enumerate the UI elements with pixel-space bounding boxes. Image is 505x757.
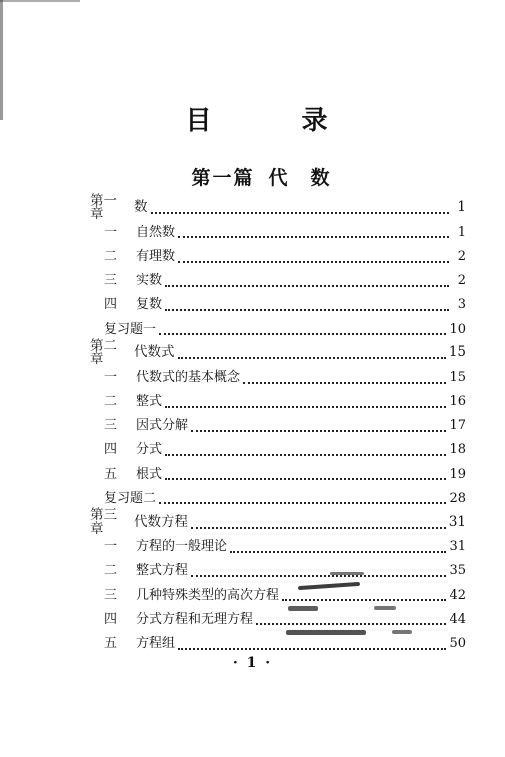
dot-leader <box>165 405 446 408</box>
ink-smudge <box>288 606 318 611</box>
toc-number: 五 <box>104 466 118 482</box>
toc-label: 代数式的基本概念 <box>136 369 241 385</box>
dot-leader <box>256 622 446 625</box>
toc-label: 方程组 <box>136 635 176 651</box>
toc-number: 三 <box>104 418 118 434</box>
toc-label: 自然数 <box>136 224 176 240</box>
toc-number: 一 <box>104 224 118 240</box>
toc-page: 42 <box>449 587 466 603</box>
dot-leader <box>191 429 446 432</box>
toc-entry[interactable] <box>90 293 466 317</box>
toc-page: 3 <box>457 297 466 313</box>
toc-label: 方程的一般理论 <box>136 539 228 555</box>
part-name: 第一篇 <box>191 167 255 189</box>
toc-label: 实数 <box>136 273 163 289</box>
toc-number: 二 <box>104 563 118 579</box>
part-subject: 代 数 <box>268 167 332 189</box>
toc-page: 31 <box>448 513 466 530</box>
dot-leader <box>191 526 446 529</box>
toc-page: 10 <box>449 321 466 337</box>
dot-leader <box>178 235 449 238</box>
dot-leader <box>165 453 446 456</box>
toc-page: 50 <box>449 635 466 651</box>
toc-label: 复数 <box>136 297 163 313</box>
toc-number: 三 <box>104 587 118 603</box>
ink-smudge <box>392 630 412 634</box>
toc-label: 有理数 <box>136 248 176 264</box>
toc-entry[interactable] <box>90 414 466 438</box>
toc-number: 一 <box>104 369 118 385</box>
toc-entry[interactable] <box>90 559 466 583</box>
ink-smudge <box>286 630 366 635</box>
toc-entry[interactable] <box>90 220 466 244</box>
dot-leader <box>159 332 446 335</box>
toc-label: 代数式 <box>134 344 175 361</box>
toc-page: 15 <box>449 369 466 385</box>
dot-leader <box>230 550 446 553</box>
ink-smudge <box>330 572 364 575</box>
toc-number: 二 <box>104 394 118 410</box>
toc-number: 三 <box>104 273 118 289</box>
dot-leader <box>165 284 449 287</box>
dot-leader <box>178 356 446 359</box>
dot-leader <box>191 574 446 577</box>
toc-entry[interactable] <box>90 607 466 631</box>
toc-entry[interactable] <box>90 269 466 293</box>
toc-number: 四 <box>104 297 118 313</box>
toc-entry[interactable] <box>90 583 466 607</box>
toc-number: 第一章 <box>90 192 117 223</box>
toc-page: 1 <box>457 199 466 216</box>
ink-smudge <box>374 606 396 610</box>
toc-entry[interactable] <box>90 365 466 389</box>
toc-page: 2 <box>457 248 466 264</box>
toc-number: 四 <box>104 442 118 458</box>
toc-label: 复习题二 <box>104 490 157 506</box>
toc-number: 五 <box>104 635 118 651</box>
table-of-contents <box>90 192 466 656</box>
dot-leader <box>165 477 446 480</box>
toc-entry[interactable] <box>90 244 466 268</box>
toc-label: 分式 <box>136 442 163 458</box>
toc-label: 代数方程 <box>134 513 188 530</box>
toc-number: 四 <box>104 611 118 627</box>
toc-number: 第三章 <box>90 507 117 537</box>
toc-entry[interactable] <box>90 390 466 414</box>
toc-page: 1 <box>457 224 466 240</box>
toc-entry[interactable] <box>90 486 466 510</box>
toc-entry[interactable] <box>90 192 466 223</box>
toc-page: 2 <box>457 273 466 289</box>
page-number: · 1 · <box>232 655 273 671</box>
dot-leader <box>282 598 446 601</box>
scan-edge-mark <box>0 0 80 2</box>
toc-page: 28 <box>449 490 466 506</box>
toc-label: 整式方程 <box>136 563 189 579</box>
toc-page: 35 <box>449 563 466 579</box>
page-title: 目 录 <box>185 106 360 136</box>
toc-label: 整式 <box>136 394 163 410</box>
toc-page: 17 <box>449 418 466 434</box>
toc-page: 19 <box>449 466 466 482</box>
toc-number: 第二章 <box>90 337 117 368</box>
toc-label: 几种特殊类型的高次方程 <box>136 587 280 603</box>
scan-edge-mark <box>0 0 3 120</box>
toc-label: 数 <box>134 199 148 216</box>
dot-leader <box>243 381 446 384</box>
toc-label: 复习题一 <box>104 321 157 337</box>
toc-page: 18 <box>449 442 466 458</box>
toc-page: 44 <box>449 611 466 627</box>
part-title <box>0 163 505 190</box>
toc-number: 一 <box>104 539 118 555</box>
toc-entry[interactable] <box>90 337 466 368</box>
toc-label: 根式 <box>136 466 163 482</box>
toc-page: 15 <box>448 344 466 361</box>
toc-label: 分式方程和无理方程 <box>136 611 254 627</box>
toc-entry[interactable] <box>90 535 466 559</box>
dot-leader <box>151 211 450 214</box>
toc-entry[interactable] <box>90 507 466 537</box>
toc-page: 16 <box>449 394 466 410</box>
dot-leader <box>165 308 449 311</box>
dot-leader <box>178 647 446 650</box>
toc-entry[interactable] <box>90 317 466 341</box>
toc-number: 二 <box>104 248 118 264</box>
toc-entry[interactable] <box>90 438 466 462</box>
toc-entry[interactable] <box>90 631 466 655</box>
toc-page: 31 <box>449 539 466 555</box>
dot-leader <box>159 501 446 504</box>
toc-entry[interactable] <box>90 462 466 486</box>
dot-leader <box>178 260 449 263</box>
toc-label: 因式分解 <box>136 418 189 434</box>
